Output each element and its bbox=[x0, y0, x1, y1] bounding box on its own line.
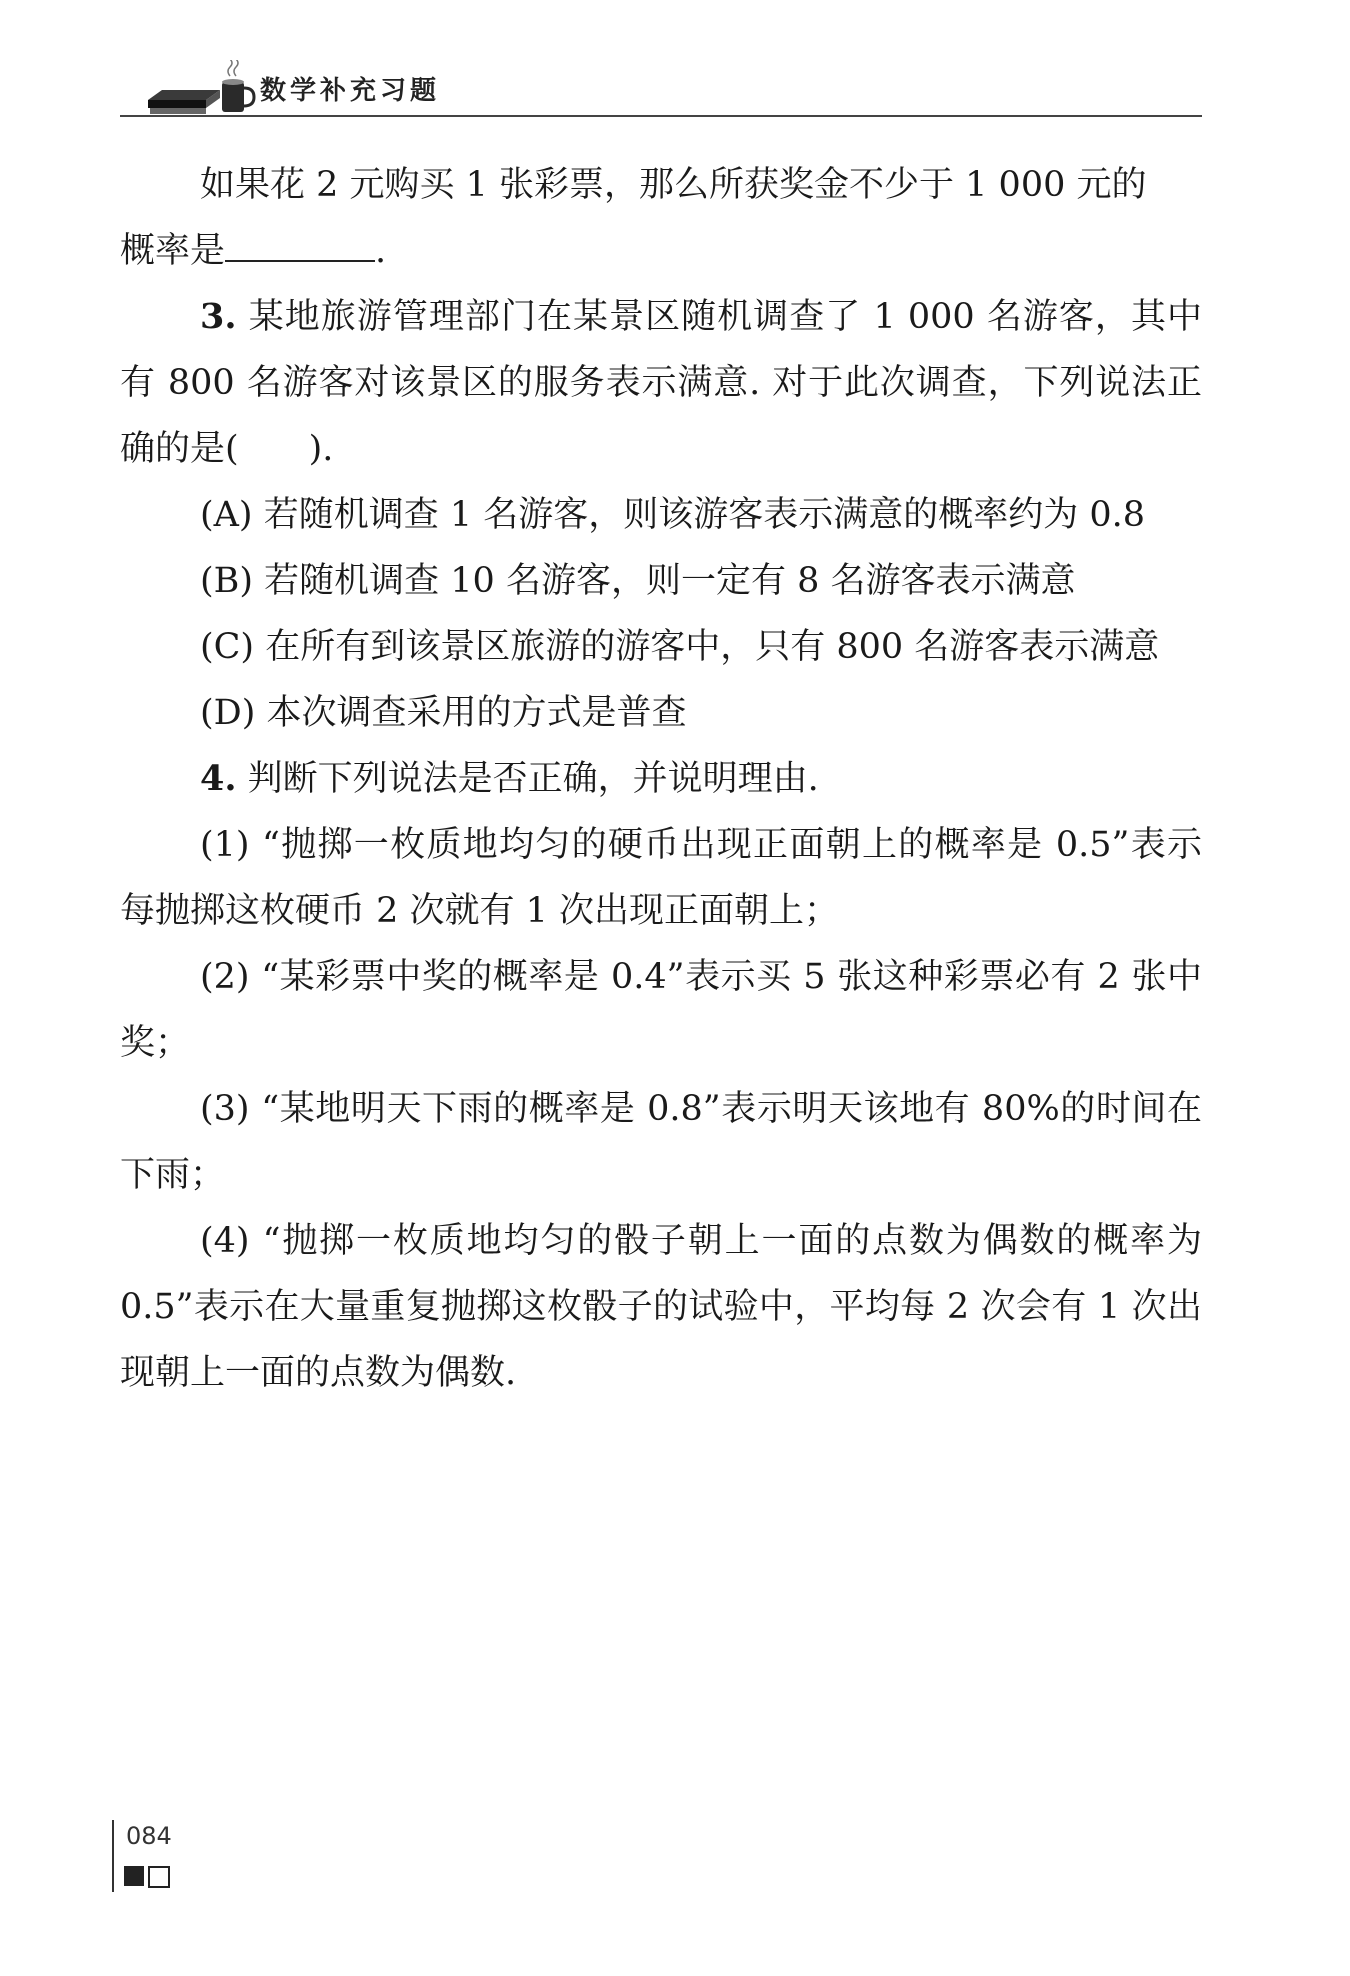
intro-line2-prefix: 概率是 bbox=[120, 231, 226, 271]
intro-line2-suffix: . bbox=[375, 231, 387, 271]
intro-line1: 如果花 2 元购买 1 张彩票，那么所获奖金不少于 1 000 元的 bbox=[200, 165, 1147, 205]
question-4-item-3: (3) “某地明天下雨的概率是 0.8”表示明天该地有 80%的时间在下雨； bbox=[120, 1089, 1202, 1195]
question-3-option-d: (D) 本次调查采用的方式是普查 bbox=[200, 693, 687, 733]
question-3-option-c: (C) 在所有到该景区旅游的游客中，只有 800 名游客表示满意 bbox=[200, 627, 1160, 667]
question-4-item-1: (1) “抛掷一枚质地均匀的硬币出现正面朝上的概率是 0.5”表示每抛掷这枚硬币 2 次就有 1 次出现正面朝上； bbox=[120, 825, 1202, 931]
empty-square-icon bbox=[148, 1866, 170, 1888]
question-4-stem: 判断下列说法是否正确，并说明理由. bbox=[236, 759, 819, 799]
page-number: 084 bbox=[126, 1822, 172, 1850]
intro-paragraph-cont bbox=[120, 218, 1202, 284]
page-footer bbox=[112, 1820, 232, 1900]
book-and-cup-icon bbox=[142, 60, 262, 120]
question-4-item-2: (2) “某彩票中奖的概率是 0.4”表示买 5 张这种彩票必有 2 张中奖； bbox=[120, 957, 1202, 1063]
header-rule bbox=[120, 115, 1202, 117]
question-3-option-a: (A) 若随机调查 1 名游客，则该游客表示满意的概率约为 0.8 bbox=[200, 495, 1146, 535]
question-3 bbox=[120, 284, 1202, 482]
footer-bar bbox=[112, 1820, 114, 1892]
question-3-number: 3. bbox=[200, 296, 237, 337]
page-content bbox=[120, 152, 1202, 1406]
question-3-stem: 某地旅游管理部门在某景区随机调查了 1 000 名游客，其中有 800 名游客对该景区的服务表示满意. 对于此次调查，下列说法正确的是( ). bbox=[120, 297, 1202, 469]
question-3-option-b: (B) 若随机调查 10 名游客，则一定有 8 名游客表示满意 bbox=[200, 561, 1076, 601]
header-title: 数学补充习题 bbox=[260, 76, 441, 106]
page-header bbox=[120, 40, 1202, 120]
question-4-number: 4. bbox=[200, 758, 237, 799]
question-4-item-4: (4) “抛掷一枚质地均匀的骰子朝上一面的点数为偶数的概率为 0.5”表示在大量重复抛掷这枚骰子的试验中，平均每 2 次会有 1 次出现朝上一面的点数为偶数. bbox=[120, 1221, 1202, 1393]
intro-paragraph bbox=[120, 152, 1202, 218]
filled-square-icon bbox=[124, 1866, 144, 1886]
question-4 bbox=[120, 746, 1202, 812]
answer-blank[interactable] bbox=[225, 224, 375, 262]
